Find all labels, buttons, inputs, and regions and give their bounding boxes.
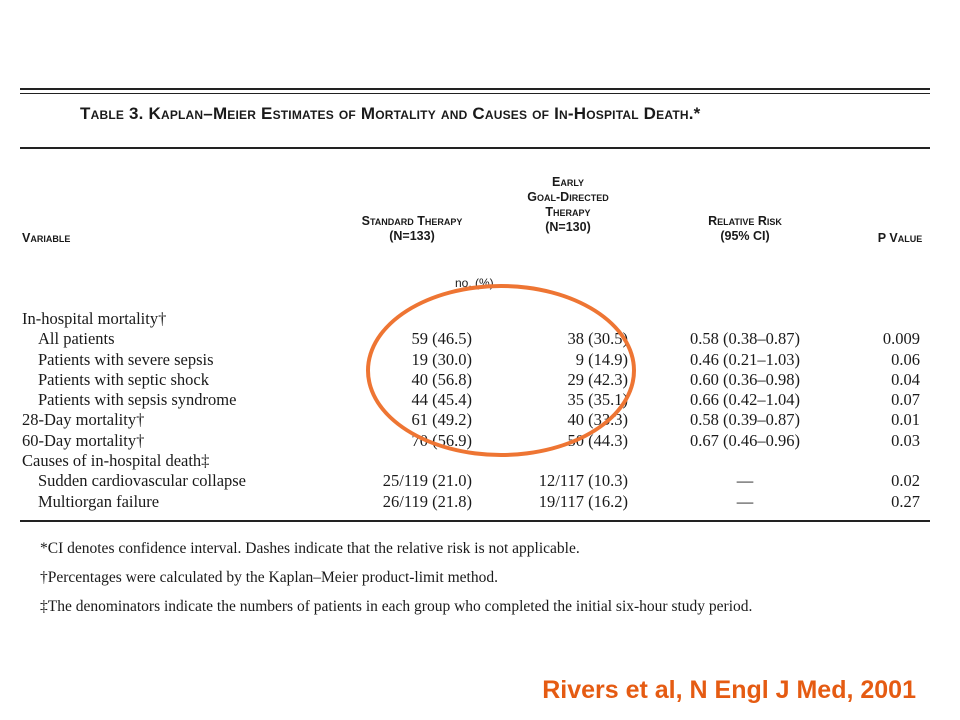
cell-variable: Patients with sepsis syndrome xyxy=(38,390,237,410)
cell-egdt: 35 (35.1) xyxy=(567,390,628,410)
footnote-denominators: ‡The denominators indicate the numbers of patients in each group who completed the initial six-hour study period. xyxy=(40,598,753,615)
column-header-egdt-line3: Therapy xyxy=(545,205,591,219)
cell-egdt: 9 (14.9) xyxy=(575,349,628,369)
cell-variable: All patients xyxy=(38,329,115,349)
cell-standard: 59 (46.5) xyxy=(411,329,472,349)
cell-standard: 44 (45.4) xyxy=(411,390,472,410)
cell-variable: In-hospital mortality† xyxy=(22,309,167,328)
column-header-p-value xyxy=(860,231,940,246)
highlight-circle xyxy=(366,284,636,457)
cell-p-value: 0.01 xyxy=(891,410,920,430)
cell-variable: Patients with severe sepsis xyxy=(38,349,214,369)
column-header-egdt xyxy=(498,175,638,235)
cell-relative-risk: 0.67 (0.46–0.96) xyxy=(690,430,800,450)
cell-relative-risk: 0.58 (0.39–0.87) xyxy=(690,410,800,430)
cell-egdt: 50 (44.3) xyxy=(567,430,628,450)
column-header-rr-ci: (95% CI) xyxy=(720,229,770,243)
column-header-standard-label: Standard Therapy xyxy=(361,214,463,228)
cell-relative-risk: 0.60 (0.36–0.98) xyxy=(690,369,800,389)
table-title: Table 3. Kaplan–Meier Estimates of Mortality and Causes of In-Hospital Death.* xyxy=(80,104,701,123)
footnote-ci: *CI denotes confidence interval. Dashes indicate that the relative risk is not applicable. xyxy=(40,540,580,557)
cell-variable: 28-Day mortality† xyxy=(22,410,145,430)
cell-standard: 25/119 (21.0) xyxy=(382,471,472,491)
cell-standard: 70 (56.9) xyxy=(411,430,472,450)
table-top-rule-thin xyxy=(20,93,930,94)
cell-relative-risk: — xyxy=(736,471,754,491)
column-header-rr-label: Relative Risk xyxy=(708,214,782,228)
column-header-variable xyxy=(22,231,70,246)
column-header-egdt-line1: Early xyxy=(551,175,584,189)
cell-egdt: 29 (42.3) xyxy=(567,369,628,389)
table-bottom-rule xyxy=(20,520,930,522)
cell-relative-risk: 0.66 (0.42–1.04) xyxy=(690,390,800,410)
cell-variable: Multiorgan failure xyxy=(38,491,160,511)
column-header-egdt-n: (N=130) xyxy=(545,220,591,234)
cell-variable: 60-Day mortality† xyxy=(22,430,145,450)
cell-egdt: 40 (33.3) xyxy=(567,410,628,430)
cell-p-value: 0.27 xyxy=(891,491,920,511)
cell-standard: 19 (30.0) xyxy=(411,349,472,369)
column-header-standard-n: (N=133) xyxy=(389,229,435,243)
cell-variable: Causes of in-hospital death‡ xyxy=(22,451,210,471)
cell-egdt: 19/117 (16.2) xyxy=(538,491,628,511)
cell-relative-risk: 0.46 (0.21–1.03) xyxy=(690,349,800,369)
table-row xyxy=(0,492,960,512)
cell-standard: 61 (49.2) xyxy=(411,410,472,430)
column-header-egdt-line2: Goal-Directed xyxy=(527,190,609,204)
cell-p-value: 0.03 xyxy=(891,430,920,450)
cell-p-value: 0.04 xyxy=(891,369,920,389)
table-header-rule xyxy=(20,147,930,149)
cell-p-value: 0.009 xyxy=(882,329,920,349)
cell-p-value: 0.07 xyxy=(891,390,920,410)
footnote-percentages: †Percentages were calculated by the Kaplan–Meier product-limit method. xyxy=(40,569,498,586)
cell-egdt: 12/117 (10.3) xyxy=(538,471,628,491)
table-footnotes xyxy=(40,534,752,621)
cell-relative-risk: — xyxy=(736,491,754,511)
cell-p-value: 0.02 xyxy=(891,471,920,491)
column-header-p-label: P Value xyxy=(877,231,923,245)
units-label: no. (%) xyxy=(455,276,494,290)
cell-relative-risk: 0.58 (0.38–0.87) xyxy=(690,329,800,349)
column-header-relative-risk xyxy=(680,214,810,244)
cell-p-value: 0.06 xyxy=(891,349,920,369)
table-row xyxy=(0,471,960,491)
citation: Rivers et al, N Engl J Med, 2001 xyxy=(542,676,916,704)
cell-standard: 26/119 (21.8) xyxy=(382,491,472,511)
column-header-variable-label: Variable xyxy=(22,231,71,245)
cell-variable: Patients with septic shock xyxy=(38,369,209,389)
column-header-standard-therapy xyxy=(342,214,482,244)
cell-egdt: 38 (30.5) xyxy=(567,329,628,349)
cell-variable: Sudden cardiovascular collapse xyxy=(38,471,247,491)
table-top-rule xyxy=(20,88,930,90)
cell-standard: 40 (56.8) xyxy=(411,369,472,389)
